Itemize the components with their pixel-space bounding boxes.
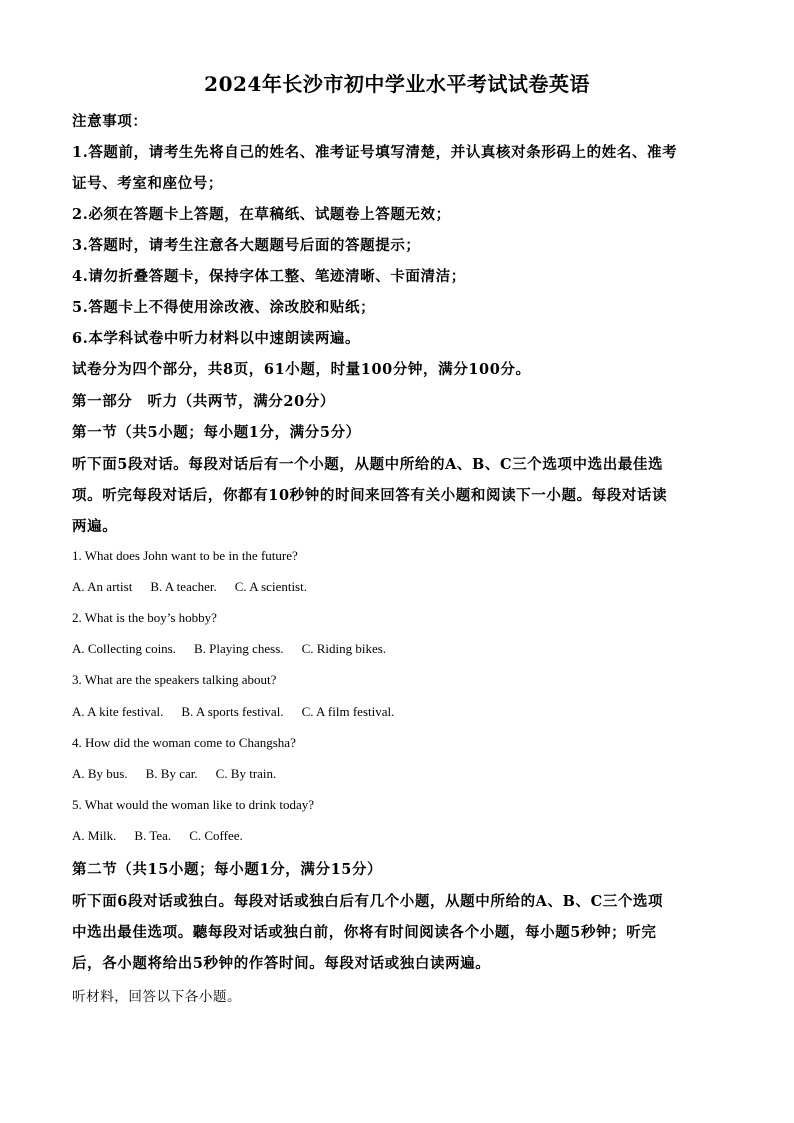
option-b: B. A sports festival. [181, 704, 284, 719]
notice-item: 2.必须在答题卡上答题，在草稿纸、试题卷上答题无效； [72, 206, 451, 223]
section2-heading: 第二节（共15小题；每小题1分，满分15分） [72, 861, 383, 878]
notice-item: 5.答题卡上不得使用涂改液、涂改胶和贴纸； [72, 299, 376, 316]
section1-heading: 第一节（共5小题；每小题1分，满分5分） [72, 424, 361, 441]
question-options [72, 579, 722, 595]
option-a: A. By bus. [72, 766, 128, 781]
option-a: A. A kite festival. [72, 704, 164, 719]
question-options [72, 766, 722, 782]
exam-summary: 试卷分为四个部分，共8页，61小题，时量100分钟，满分100分。 [72, 361, 531, 378]
notice-item: 6.本学科试卷中听力材料以中速朗读两遍。 [72, 330, 361, 347]
notice-item: 1.答题前，请考生先将自己的姓名、准考证号填写清楚，并认真核对条形码上的姓名、准考 [72, 144, 678, 161]
option-b: B. Tea. [134, 828, 172, 843]
section2-instruction: 听下面6段对话或独白。每段对话或独白后有几个小题，从题中所给的A、B、C三个选项 [72, 893, 664, 910]
question-stem: 4. How did the woman come to Changsha? [72, 735, 296, 750]
option-b: B. Playing chess. [194, 641, 284, 656]
option-c: C. A scientist. [234, 579, 307, 594]
section1-instruction: 听下面5段对话。每段对话后有一个小题，从题中所给的A、B、C三个选项中选出最佳选 [72, 456, 664, 473]
option-c: C. A film festival. [301, 704, 395, 719]
section1-instruction: 项。听完每段对话后，你都有10秒钟的时间来回答有关小题和阅读下一小题。每段对话读 [72, 487, 668, 504]
question-stem: 1. What does John want to be in the future? [72, 548, 298, 563]
question-stem: 2. What is the boy’s hobby? [72, 610, 217, 625]
question-options [72, 641, 722, 657]
option-c: C. Coffee. [189, 828, 243, 843]
option-b: B. By car. [145, 766, 198, 781]
option-b: B. A teacher. [150, 579, 217, 594]
exam-title: 2024年长沙市初中学业水平考试试卷英语 [204, 72, 590, 96]
section2-note: 听材料，回答以下各小题。 [72, 989, 242, 1005]
option-a: A. Collecting coins. [72, 641, 176, 656]
question-stem: 5. What would the woman like to drink today? [72, 797, 315, 812]
option-a: A. An artist [72, 579, 133, 594]
section2-instruction: 中选出最佳选项。聽每段对话或独白前，你将有时间阅读各个小题，每小题5秒钟；听完 [72, 924, 657, 941]
option-c: C. Riding bikes. [301, 641, 387, 656]
question-stem: 3. What are the speakers talking about? [72, 672, 277, 687]
notice-item: 3.答题时，请考生注意各大题题号后面的答题提示； [72, 237, 421, 254]
notice-heading: 注意事项： [72, 113, 148, 130]
notice-item: 4.请勿折叠答题卡，保持字体工整、笔迹清晰、卡面清洁； [72, 268, 466, 285]
section2-instruction: 后，各小题将给出5秒钟的作答时间。每段对话或独白读两遍。 [72, 955, 491, 972]
section1-instruction: 两遍。 [72, 518, 118, 535]
question-options [72, 828, 722, 844]
option-c: C. By train. [215, 766, 277, 781]
notice-item: 证号、考室和座位号； [72, 175, 223, 192]
question-options [72, 704, 722, 720]
option-a: A. Milk. [72, 828, 117, 843]
part1-heading: 第一部分 听力（共两节，满分20分） [72, 393, 335, 410]
